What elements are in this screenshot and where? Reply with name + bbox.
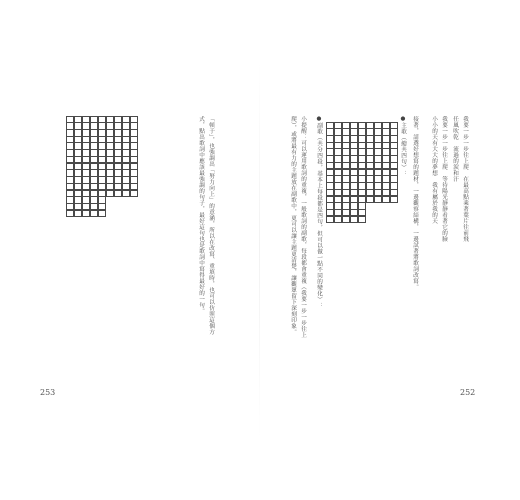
section-verse-title: ●主歌（總共四句）： — [400, 116, 406, 177]
page-number-right: 252 — [460, 388, 476, 397]
left-text-column-1: 「頓于」，也強調出「努力向上」的意涵，所以在改寫、重填時，也可以仿照這個方 — [208, 116, 214, 336]
poem-line-2: 任風吹乾 流過的淚和汗 — [452, 116, 458, 182]
grid-cell[interactable] — [90, 210, 98, 218]
writing-grid-verse — [326, 122, 398, 223]
section-chorus-title: ●副歌（共分四段，基本上每段都是四句，但可以做一點不同的變化）： — [316, 116, 322, 309]
grid-spacer — [106, 210, 114, 218]
grid-spacer — [374, 216, 382, 224]
right-page — [260, 0, 520, 500]
poem-line-1: 我要一步一步往上爬 在最高點乘著葉片往前飛 — [462, 116, 468, 242]
grid-spacer — [130, 210, 138, 218]
grid-cell[interactable] — [334, 216, 342, 224]
grid-spacer — [382, 216, 390, 224]
grid-cell[interactable] — [326, 216, 334, 224]
grid-cell[interactable] — [66, 210, 74, 218]
left-text-column-2: 式，點出歌詞中應該最強調的句子，最好這句也是歌詞中寫得最好的一句。 — [198, 116, 204, 314]
grid-cell[interactable] — [82, 210, 90, 218]
chorus-tip-line-1: 小提醒：可以運用歌詞的重複，一般歌詞的副歌，每段都會重複（我要一步一步往上 — [300, 116, 306, 338]
instruction-text: 接著，請選好想寫的題材，一邊觀察結構，一邊試著將歌詞改寫。 — [412, 116, 418, 290]
grid-cell[interactable] — [358, 216, 366, 224]
chorus-tip-line-2: 爬），或將最有力的主題放在副歌中，更可以讓主題更清楚，讓觀眾留下深刻印象。 — [290, 116, 296, 336]
grid-cell[interactable] — [350, 216, 358, 224]
poem-line-4: 小小的天有大大的夢想 我有屬於我的天 — [431, 116, 437, 224]
grid-spacer — [366, 216, 374, 224]
grid-cell[interactable] — [74, 210, 82, 218]
grid-spacer — [114, 210, 122, 218]
poem-line-3: 我要一步一步往上爬 等待陽光靜靜看著它的臉 — [441, 116, 447, 242]
grid-spacer — [122, 210, 130, 218]
grid-spacer — [390, 216, 398, 224]
grid-cell[interactable] — [98, 210, 106, 218]
grid-cell[interactable] — [342, 216, 350, 224]
page-number-left: 253 — [40, 388, 56, 397]
writing-grid-left — [66, 116, 138, 217]
